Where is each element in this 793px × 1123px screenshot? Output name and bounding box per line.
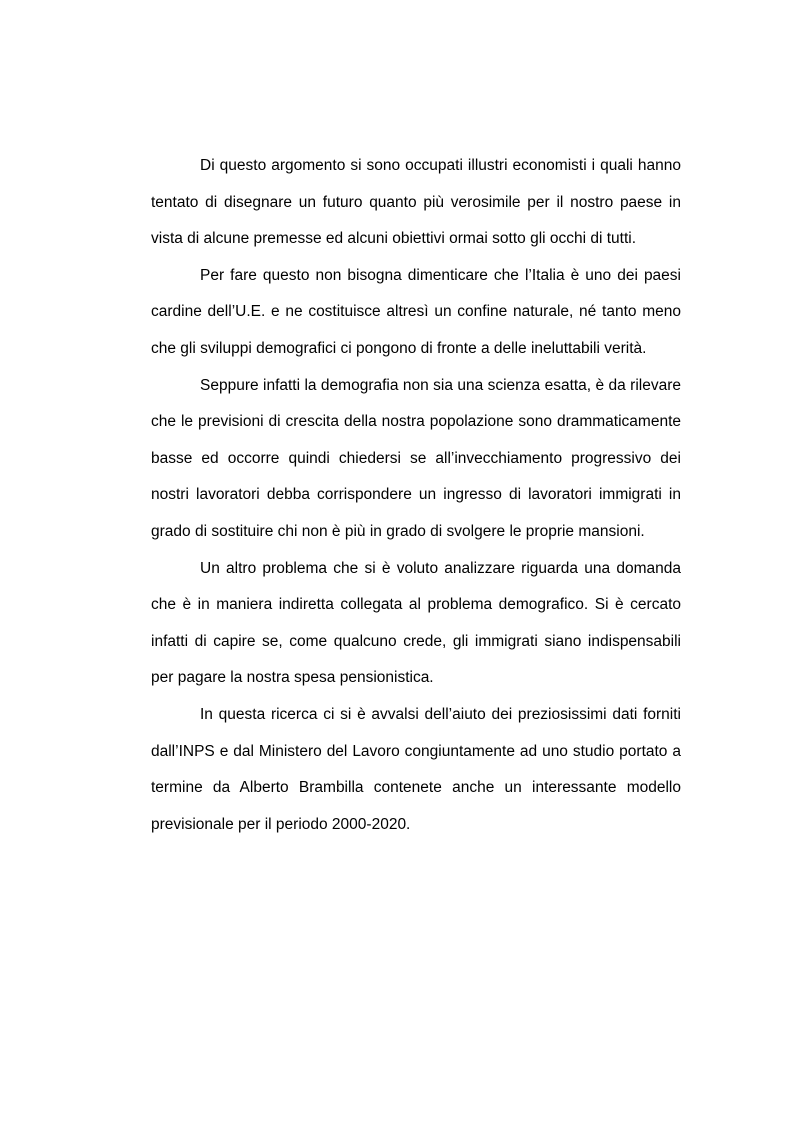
paragraph-2: Per fare questo non bisogna dimenticare che l’Italia è uno dei paesi cardine dell’U.E. e ne costituisce altresì un confine naturale, né tanto meno che gli sviluppi demografici ci pongono di fronte a delle ineluttabili verità. xyxy=(151,266,681,357)
paragraph-4: Un altro problema che si è voluto analizzare riguarda una domanda che è in maniera indiretta collegata al problema demografico. Si è cercato infatti di capire se, come qualcuno crede, gli immigrati siano indispensabili per pagare la nostra spesa pensionistica. xyxy=(151,559,681,687)
paragraph-3: Seppure infatti la demografia non sia una scienza esatta, è da rilevare che le previsioni di crescita della nostra popolazione sono drammaticamente basse ed occorre quindi chiedersi se all’invecchiamento progressivo dei nostri lavoratori debba corrispondere un ingresso di lavoratori immigrati in grado di sostituire chi non è più in grado di svolgere le proprie mansioni. xyxy=(151,376,681,540)
paragraph-1: Di questo argomento si sono occupati illustri economisti i quali hanno tentato di disegnare un futuro quanto più verosimile per il nostro paese in vista di alcune premesse ed alcuni obiettivi ormai sotto gli occhi di tutti. xyxy=(151,157,681,248)
paragraph-5: In questa ricerca ci si è avvalsi dell’aiuto dei preziosissimi dati forniti dall’INPS e dal Ministero del Lavoro congiuntamente ad uno studio portato a termine da Alberto Brambilla contenete anche un interessante modello previsionale per il periodo 2000-2020. xyxy=(151,705,681,833)
body-text xyxy=(151,148,681,843)
